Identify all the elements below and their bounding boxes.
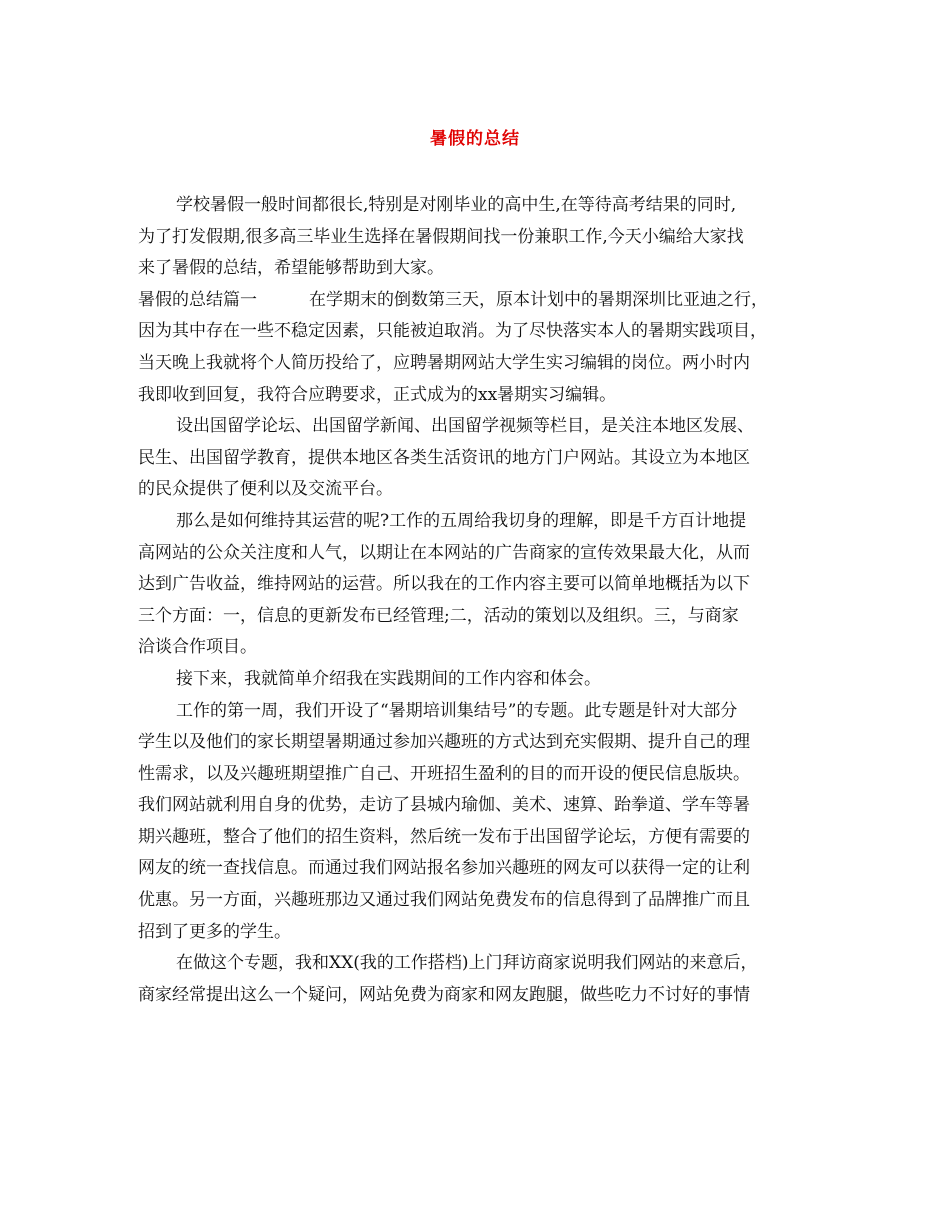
paragraph-line: 当天晚上我就将个人简历投给了，应聘暑期网站大学生实习编辑的岗位。两小时内 xyxy=(138,352,750,373)
document-title: 暑假的总结 xyxy=(430,129,520,149)
paragraph-line: 达到广告收益，维持网站的运营。所以我在的工作内容主要可以简单地概括为以下 xyxy=(138,574,750,595)
paragraph-line: 我们网站就利用自身的优势，走访了县城内瑜伽、美术、速算、跆拳道、学车等暑 xyxy=(138,795,750,816)
paragraph-line: 网友的统一查找信息。而通过我们网站报名参加兴趣班的网友可以获得一定的让利 xyxy=(138,858,750,879)
section-label: 暑假的总结篇一 xyxy=(138,289,257,310)
paragraph-line: 洽谈合作项目。 xyxy=(138,637,257,658)
paragraph-line: 期兴趣班，整合了他们的招生资料，然后统一发布于出国留学论坛，方便有需要的 xyxy=(138,826,750,847)
paragraph-line: 的民众提供了便利以及交流平台。 xyxy=(138,479,393,500)
paragraph-line: 那么是如何维持其运营的呢?工作的五周给我切身的理解，即是千方百计地提 xyxy=(176,510,747,531)
paragraph-line: 学校暑假一般时间都很长,特别是对刚毕业的高中生,在等待高考结果的同时, xyxy=(176,195,737,215)
document-body xyxy=(138,190,818,1011)
paragraph-line: 来了暑假的总结，希望能够帮助到大家。 xyxy=(138,258,444,279)
paragraph-line: 为了打发假期,很多高三毕业生选择在暑假期间找一份兼职工作,今天小编给大家找 xyxy=(138,226,744,247)
paragraph-line: 商家经常提出这么一个疑问，网站免费为商家和网友跑腿，做些吃力不讨好的事情 xyxy=(138,984,750,1005)
paragraph-line: 招到了更多的学生。 xyxy=(138,921,291,942)
paragraph-line: 在做这个专题，我和XX(我的工作搭档)上门拜访商家说明我们网站的来意后， xyxy=(176,953,758,974)
paragraph-line: 接下来，我就简单介绍我在实践期间的工作内容和体会。 xyxy=(176,668,601,689)
paragraph-line: 在学期末的倒数第三天，原本计划中的暑期深圳比亚迪之行， xyxy=(309,289,768,310)
paragraph-line: 三个方面：一，信息的更新发布已经管理;二，活动的策划以及组织。三，与商家 xyxy=(138,605,739,626)
paragraph-line: 高网站的公众关注度和人气，以期让在本网站的广告商家的宣传效果最大化，从而 xyxy=(138,542,750,563)
paragraph-line: 优惠。另一方面，兴趣班那边又通过我们网站免费发布的信息得到了品牌推广而且 xyxy=(138,890,750,911)
section-heading-line xyxy=(138,285,818,317)
paragraph-line: 学生以及他们的家长期望暑期通过参加兴趣班的方式达到充实假期、提升自己的理 xyxy=(138,732,750,753)
paragraph-line: 设出国留学论坛、出国留学新闻、出国留学视频等栏目，是关注本地区发展、 xyxy=(176,416,754,437)
paragraph-line: 工作的第一周，我们开设了“暑期培训集结号”的专题。此专题是针对大部分 xyxy=(176,700,738,721)
paragraph-line: 民生、出国留学教育，提供本地区各类生活资讯的地方门户网站。其设立为本地区 xyxy=(138,447,750,468)
paragraph-line: 我即收到回复，我符合应聘要求，正式成为的xx暑期实习编辑。 xyxy=(138,384,617,405)
paragraph-line: 因为其中存在一些不稳定因素，只能被迫取消。为了尽快落实本人的暑期实践项目， xyxy=(138,321,767,342)
paragraph-line: 性需求，以及兴趣班期望推广自己、开班招生盈利的目的而开设的便民信息版块。 xyxy=(138,763,750,784)
